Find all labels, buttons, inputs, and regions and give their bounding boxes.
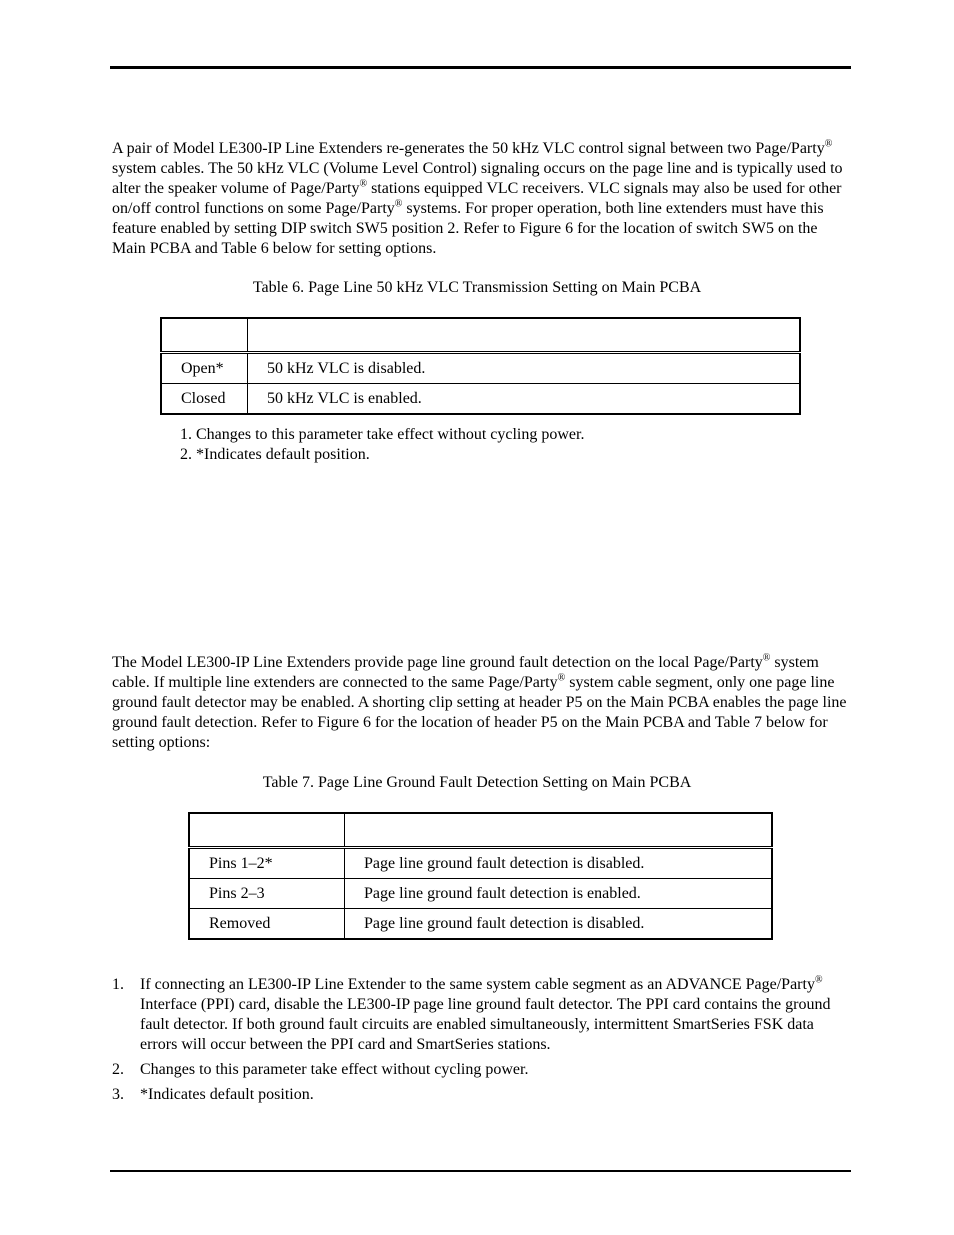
description-cell: Page line ground fault detection is disabled. <box>345 909 773 940</box>
setting-cell: Pins 1–2* <box>189 848 345 879</box>
note-item: 1. If connecting an LE300-IP Line Extender to the same system cable segment as an ADVANCE Page/Party® Interface (PPI) card, disable the LE300-IP page line ground fault detector. The PPI card contains the ground fault detector. If both ground fault circuits are enabled simultaneously, intermittent SmartSeries FSK data errors will occur between the PPI card and SmartSeries stations. <box>112 974 831 1053</box>
table-row <box>189 848 772 879</box>
note-item: 1. Changes to this parameter take effect without cycling power. <box>180 426 585 443</box>
setting-cell: Pins 2–3 <box>189 879 345 909</box>
header-rule <box>110 66 851 69</box>
note-item: 2. *Indicates default position. <box>180 446 370 463</box>
vlc-paragraph: A pair of Model LE300-IP Line Extenders re-generates the 50 kHz VLC control signal between two Page/Party® system cables. The 50 kHz VLC (Volume Level Control) signaling occurs on the page line and is typically used to alter the speaker volume of Page/Party® stations equipped VLC receivers. VLC signals may also be used for other on/off control functions on some Page/Party® systems. For proper operation, both line extenders must have this feature enabled by setting DIP switch SW5 position 2. Refer to Figure 6 for the location of switch SW5 on the Main PCBA and Table 6 below for setting options. <box>112 138 843 257</box>
setting-cell: Removed <box>189 909 345 940</box>
table6 <box>160 317 801 415</box>
table-row <box>189 879 772 909</box>
table7-notes <box>112 975 852 1110</box>
note-item: 3. *Indicates default position. <box>112 1086 314 1103</box>
table6-caption: Table 6. Page Line 50 kHz VLC Transmission Setting on Main PCBA <box>252 279 702 296</box>
description-cell: Page line ground fault detection is enabled. <box>345 879 773 909</box>
table7-caption: Table 7. Page Line Ground Fault Detection Setting on Main PCBA <box>262 774 692 791</box>
table-row <box>189 909 772 940</box>
table7 <box>188 812 773 940</box>
table-row <box>161 353 800 384</box>
table6-notes <box>180 425 584 465</box>
description-cell: Page line ground fault detection is disabled. <box>345 848 773 879</box>
header-cell <box>189 813 345 848</box>
table-row <box>161 384 800 415</box>
description-cell: 50 kHz VLC is enabled. <box>248 384 801 415</box>
header-cell <box>161 318 248 353</box>
table-header-row <box>161 318 800 353</box>
footer-rule <box>110 1170 851 1172</box>
table-header-row <box>189 813 772 848</box>
setting-cell: Closed <box>161 384 248 415</box>
note-item: 2. Changes to this parameter take effect without cycling power. <box>112 1061 529 1078</box>
header-cell <box>248 318 801 353</box>
description-cell: 50 kHz VLC is disabled. <box>248 353 801 384</box>
setting-cell: Open* <box>161 353 248 384</box>
header-cell <box>345 813 773 848</box>
ground-fault-paragraph: The Model LE300-IP Line Extenders provide page line ground fault detection on the local Page/Party® system cable. If multiple line extenders are connected to the same Page/Party® system cable segment, only one page line ground fault detector may be enabled. A shorting clip setting at header P5 on the Main PCBA enables the page line ground fault detection. Refer to Figure 6 for the location of header P5 on the Main PCBA and Table 7 below for setting options: <box>112 652 847 751</box>
